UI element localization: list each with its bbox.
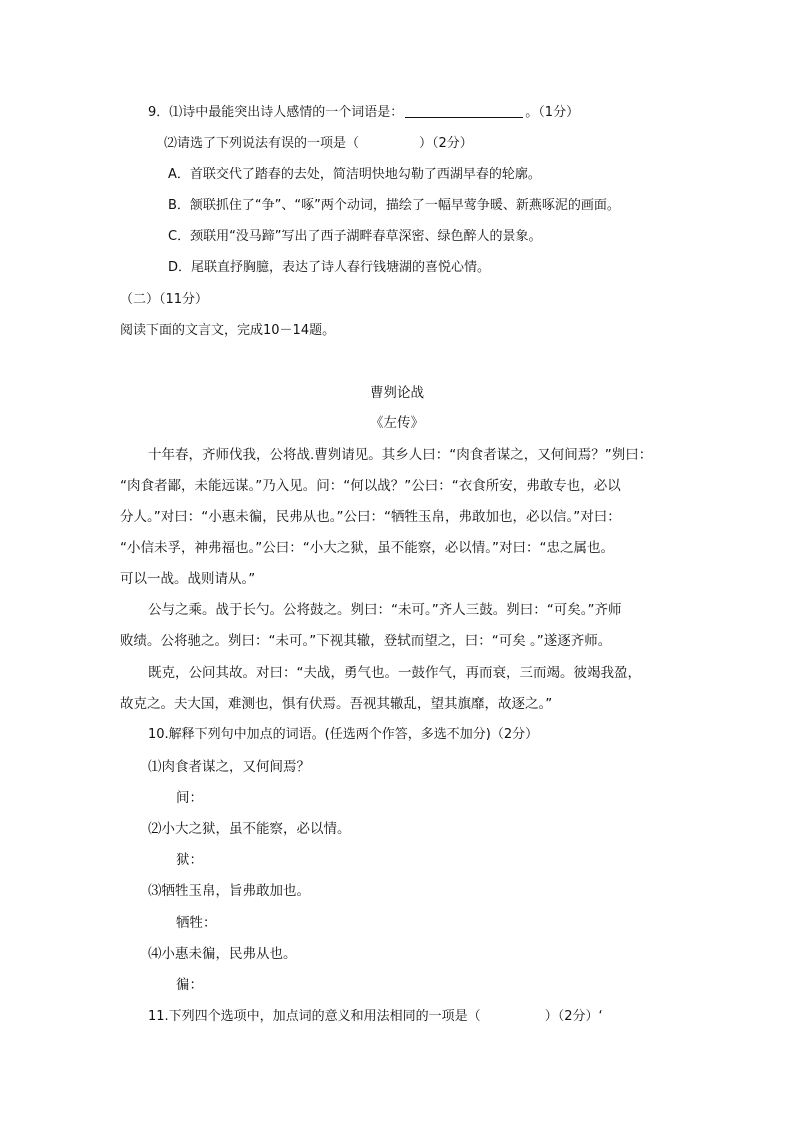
- q9-answer-blank[interactable]: [405, 103, 523, 118]
- q9-part1-end: 。（1分）: [525, 105, 580, 120]
- passage-source: 《左传》: [370, 415, 424, 431]
- q9-number: 9．: [148, 105, 170, 120]
- section2-heading: （二）（11分）: [120, 292, 209, 307]
- q9-part2-text-a: ⑵请选了下列说法有误的一项是（: [164, 136, 360, 151]
- q10-item4-sentence: ⑷小惠未徧，民弗从也。: [148, 946, 297, 962]
- q11-stem: [148, 1007, 603, 1027]
- q10-stem: 10.解释下列句中加点的词语。(任选两个作答，多选不加分)（2分）: [148, 727, 539, 742]
- passage-line: 败绩。公将驰之。刿曰：“未可。”下视其辙，登轼而望之，曰：“可矣 。”遂逐齐师。: [120, 633, 612, 649]
- q10-item3-word[interactable]: 牺牲：: [176, 915, 217, 931]
- q9-option-d: D．尾联直抒胸臆，表达了诗人春行钱塘湖的喜悦心情。: [168, 260, 491, 275]
- section2-instruction: 阅读下面的文言文，完成10－14题。: [120, 323, 336, 338]
- passage-line: 故克之。夫大国，难测也，惧有伏焉。吾视其辙乱，望其旗靡，故逐之。”: [120, 696, 553, 712]
- q9-option-a: A．首联交代了踏春的去处，简洁明快地勾勒了西湖早春的轮廓。: [168, 167, 541, 182]
- passage-line: 既克，公问其故。对曰：“夫战，勇气也。一鼓作气，再而衰，三而竭。彼竭我盈，: [148, 665, 641, 681]
- passage-line: 可以一战。战则请从。”: [120, 571, 256, 587]
- q10-item1-word[interactable]: 间：: [176, 790, 203, 806]
- q9-part1: [148, 103, 579, 123]
- q10-item1-sentence: ⑴肉食者谋之，又何间焉？: [148, 759, 310, 775]
- passage-line: 公与之乘。战于长勺。公将鼓之。刿曰：“未可。”齐人三鼓。刿曰：“可矣。”齐师: [148, 602, 622, 618]
- q11-stem-text-b: ）（2分）‘: [544, 1009, 603, 1024]
- q9-part1-text: ⑴诗中最能突出诗人感情的一个词语是：: [169, 105, 404, 120]
- q9-option-b: B．颔联抓住了“争”、“啄”两个动词，描绘了一幅早莺争暖、新燕啄泥的画面。: [168, 198, 620, 213]
- passage-line: 分人。”对曰：“小惠未徧，民弗从也。”公曰：“牺牲玉帛，弗敢加也，必以信。”对曰：: [120, 509, 621, 525]
- q9-part2-text-b: ）（2分）: [419, 136, 473, 151]
- passage-line: “小信未孚，神弗福也。”公曰：“小大之狱，虽不能察，必以情。”对曰：“忠之属也。: [120, 540, 614, 556]
- q10-item2-sentence: ⑵小大之狱，虽不能察，必以情。: [148, 821, 351, 837]
- q10-item3-sentence: ⑶牺牲玉帛，旨弗敢加也。: [148, 883, 310, 899]
- q9-part2: [164, 134, 473, 154]
- passage-title: 曹刿论战: [370, 385, 424, 401]
- q9-option-c: C．颈联用“没马蹄”写出了西子湖畔春草深密、绿色醉人的景象。: [168, 229, 542, 244]
- q10-item2-word[interactable]: 狱：: [176, 852, 203, 868]
- passage-line: “肉食者鄙，未能远谋。”乃入见。问：“何以战？”公曰：“衣食所安，弗敢专也，必以: [120, 478, 621, 494]
- q11-stem-text-a: 11.下列四个选项中，加点词的意义和用法相同的一项是（: [148, 1009, 481, 1024]
- q10-item4-word[interactable]: 徧：: [176, 977, 203, 993]
- passage-line: 十年春，齐师伐我，公将战.曹刿请见。其乡人曰：“肉食者谋之，又何间焉？”刿曰：: [148, 447, 653, 463]
